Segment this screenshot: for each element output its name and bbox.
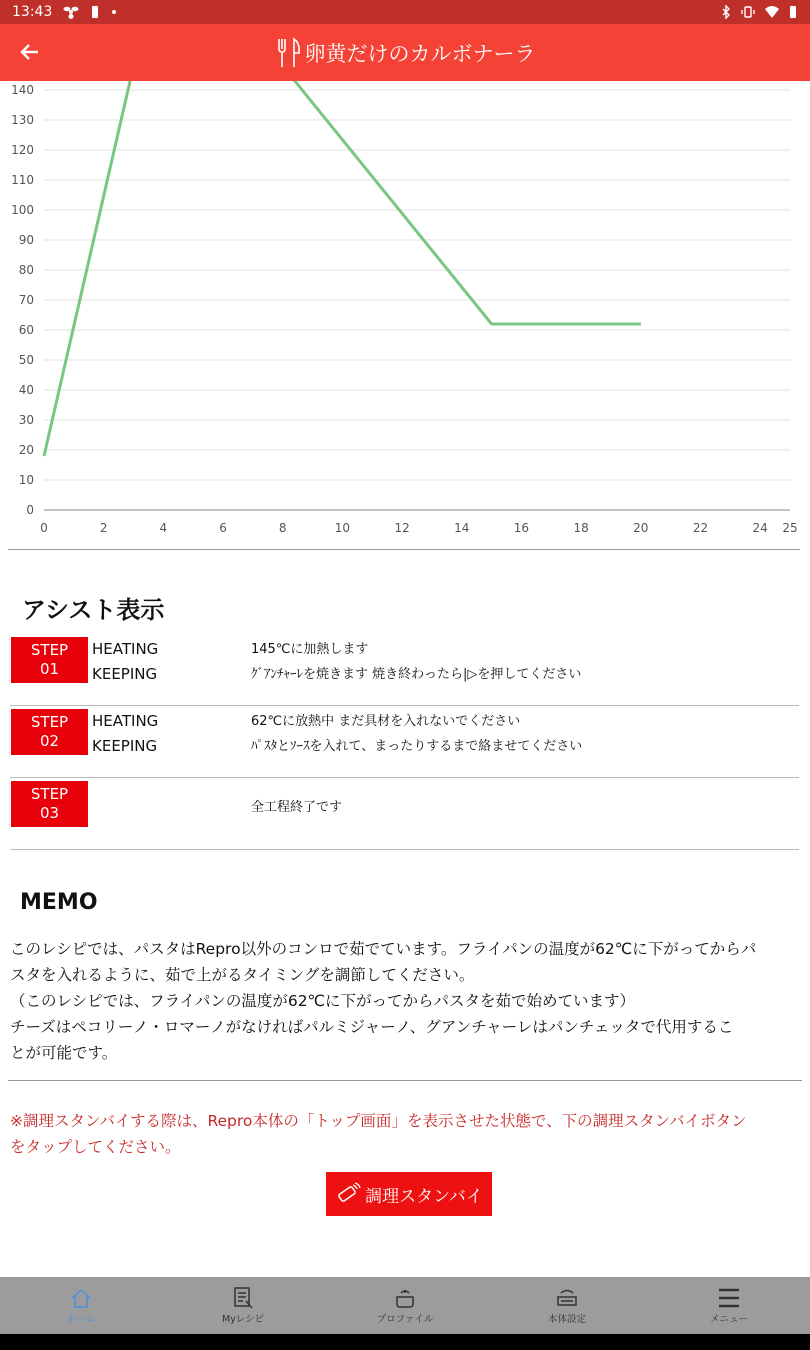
chart-x-tick-label: 24: [752, 521, 768, 535]
chart-y-tick-label: 110: [11, 173, 34, 187]
step-desc-line: ｸﾞｱﾝﾁｬｰﾚを焼きます 焼き終わったら|▷を押してください: [251, 667, 582, 682]
home-icon: [69, 1287, 93, 1309]
nav-label: プロファイル: [376, 1313, 434, 1325]
step-modes: [92, 637, 158, 687]
chart-y-tick-label: 40: [18, 383, 34, 397]
vibrate-icon: [740, 5, 756, 19]
page-title: 卵黄だけのカルボナーラ: [304, 41, 536, 66]
status-time: 13:43: [12, 4, 53, 20]
chart-y-tick-label: 140: [11, 83, 34, 97]
step-badge: [11, 637, 88, 683]
step-mode-keeping: KEEPING: [92, 737, 158, 755]
chart-y-tick-label: 30: [18, 413, 34, 427]
memo-line: とが可能です。: [10, 1044, 118, 1062]
fork-knife-icon: [275, 37, 303, 69]
status-bar: [0, 0, 810, 24]
nav-item-profile[interactable]: [324, 1277, 486, 1334]
chart-x-tick-label: 2: [99, 521, 108, 535]
chart-y-ticks: [11, 83, 34, 517]
memo-heading: MEMO: [20, 890, 98, 915]
memo-line: （このレシピでは、フライパンの温度が62℃に下がってからパスタを茹で始めています）: [10, 992, 635, 1010]
chart-y-tick-label: 130: [11, 113, 34, 127]
chart-x-tick-label: 20: [633, 521, 649, 535]
chart-series-line: [44, 81, 641, 456]
back-arrow-icon[interactable]: [18, 40, 42, 64]
memo-line: このレシピでは、パスタはRepro以外のコンロで茹でています。フライパンの温度が62℃に下がってからパ: [10, 940, 757, 958]
chart-y-tick-label: 70: [18, 293, 34, 307]
nav-item-menu[interactable]: [648, 1277, 810, 1334]
chart-y-tick-label: 60: [18, 323, 34, 337]
nav-item-home[interactable]: [0, 1277, 162, 1334]
bottom-nav: [0, 1277, 810, 1334]
chart-x-tick-label: 12: [394, 521, 410, 535]
standby-notice: [10, 1108, 800, 1160]
step-modes: [92, 709, 158, 759]
step-description: [251, 709, 582, 759]
chart-y-tick-label: 10: [18, 473, 34, 487]
step-badge: [11, 781, 88, 827]
step-description: [251, 637, 581, 687]
assist-heading: アシスト表示: [22, 596, 165, 624]
chart-x-tick-label: 18: [573, 521, 589, 535]
chart-y-tick-label: 0: [26, 503, 34, 517]
chart-x-tick-label: 25: [782, 521, 798, 535]
chart-divider: [8, 549, 800, 550]
nav-label: メニュー: [709, 1313, 748, 1325]
nav-item-device-settings[interactable]: [486, 1277, 648, 1334]
chart-grid: [44, 90, 790, 510]
chart-x-tick-label: 10: [334, 521, 351, 535]
step-desc-line: ﾊﾟｽﾀとｿｰｽを入れて、まったりするまで絡ませてください: [251, 739, 583, 754]
menu-icon: [717, 1287, 741, 1309]
step-desc-line: 全工程終了です: [251, 800, 343, 815]
step-badge-number: 01: [39, 660, 60, 678]
chart-x-tick-label: 8: [278, 521, 287, 535]
wifi-icon: [764, 5, 780, 19]
step-row: [10, 778, 799, 850]
step-desc-line: 62℃に放熱中 まだ具材を入れないでください: [251, 714, 521, 729]
chart-x-tick-label: 16: [513, 521, 530, 535]
recipe-book-icon: [231, 1287, 255, 1309]
fan-icon: [62, 5, 80, 19]
nav-label: 本体設定: [547, 1313, 586, 1325]
temperature-chart: [0, 81, 810, 551]
pot-icon: [393, 1287, 417, 1309]
chart-y-tick-label: 20: [18, 443, 34, 457]
cooking-standby-button[interactable]: [326, 1172, 492, 1216]
nav-label: Myレシピ: [221, 1313, 265, 1325]
step-mode-heating: HEATING: [92, 712, 159, 730]
step-badge-label: STEP: [30, 641, 69, 659]
notice-line: をタップしてください。: [10, 1138, 181, 1156]
step-row: [10, 634, 799, 706]
step-description: [251, 795, 342, 820]
dot-icon: [110, 5, 118, 19]
step-desc-line: 145℃に加熱します: [251, 642, 369, 657]
device-icon: [555, 1287, 579, 1309]
chart-y-tick-label: 50: [18, 353, 34, 367]
step-badge-label: STEP: [30, 785, 69, 803]
chart-x-tick-label: 22: [692, 521, 709, 535]
chart-x-tick-label: 0: [40, 521, 48, 535]
app-bar: [0, 24, 810, 81]
system-nav-bar: [0, 1334, 810, 1350]
chart-y-tick-label: 120: [11, 143, 34, 157]
memo-text: [10, 936, 800, 1066]
memo-divider: [8, 1080, 802, 1081]
nav-label: ホーム: [66, 1313, 96, 1325]
memo-line: チーズはペコリーノ・ロマーノがなければパルミジャーノ、グアンチャーレはパンチェッタで代用するこ: [10, 1018, 734, 1036]
chart-x-tick-label: 4: [159, 521, 168, 535]
battery-small-icon: [90, 5, 100, 19]
step-badge-label: STEP: [30, 713, 69, 731]
standby-button-label: 調理スタンバイ: [365, 1186, 483, 1207]
bluetooth-icon: [720, 5, 732, 19]
step-badge: [11, 709, 88, 755]
nav-item-my-recipes[interactable]: [162, 1277, 324, 1334]
step-mode-keeping: KEEPING: [92, 665, 158, 683]
step-row: [10, 706, 799, 778]
chart-y-tick-label: 100: [11, 203, 34, 217]
chart-x-tick-label: 14: [454, 521, 470, 535]
memo-line: スタを入れるように、茹で上がるタイミングを調節してください。: [10, 966, 475, 984]
chart-y-tick-label: 80: [18, 263, 34, 277]
step-mode-heating: HEATING: [92, 640, 159, 658]
notice-line: ※調理スタンバイする際は、Repro本体の「トップ画面」を表示させた状態で、下の調理スタンバイボタン: [10, 1112, 747, 1130]
chart-y-tick-label: 90: [18, 233, 34, 247]
step-badge-number: 03: [39, 804, 60, 822]
battery-icon: [788, 5, 798, 19]
step-badge-number: 02: [39, 732, 60, 750]
remote-tap-icon: [335, 1181, 361, 1207]
chart-x-ticks: [40, 521, 797, 535]
chart-x-tick-label: 6: [219, 521, 227, 535]
